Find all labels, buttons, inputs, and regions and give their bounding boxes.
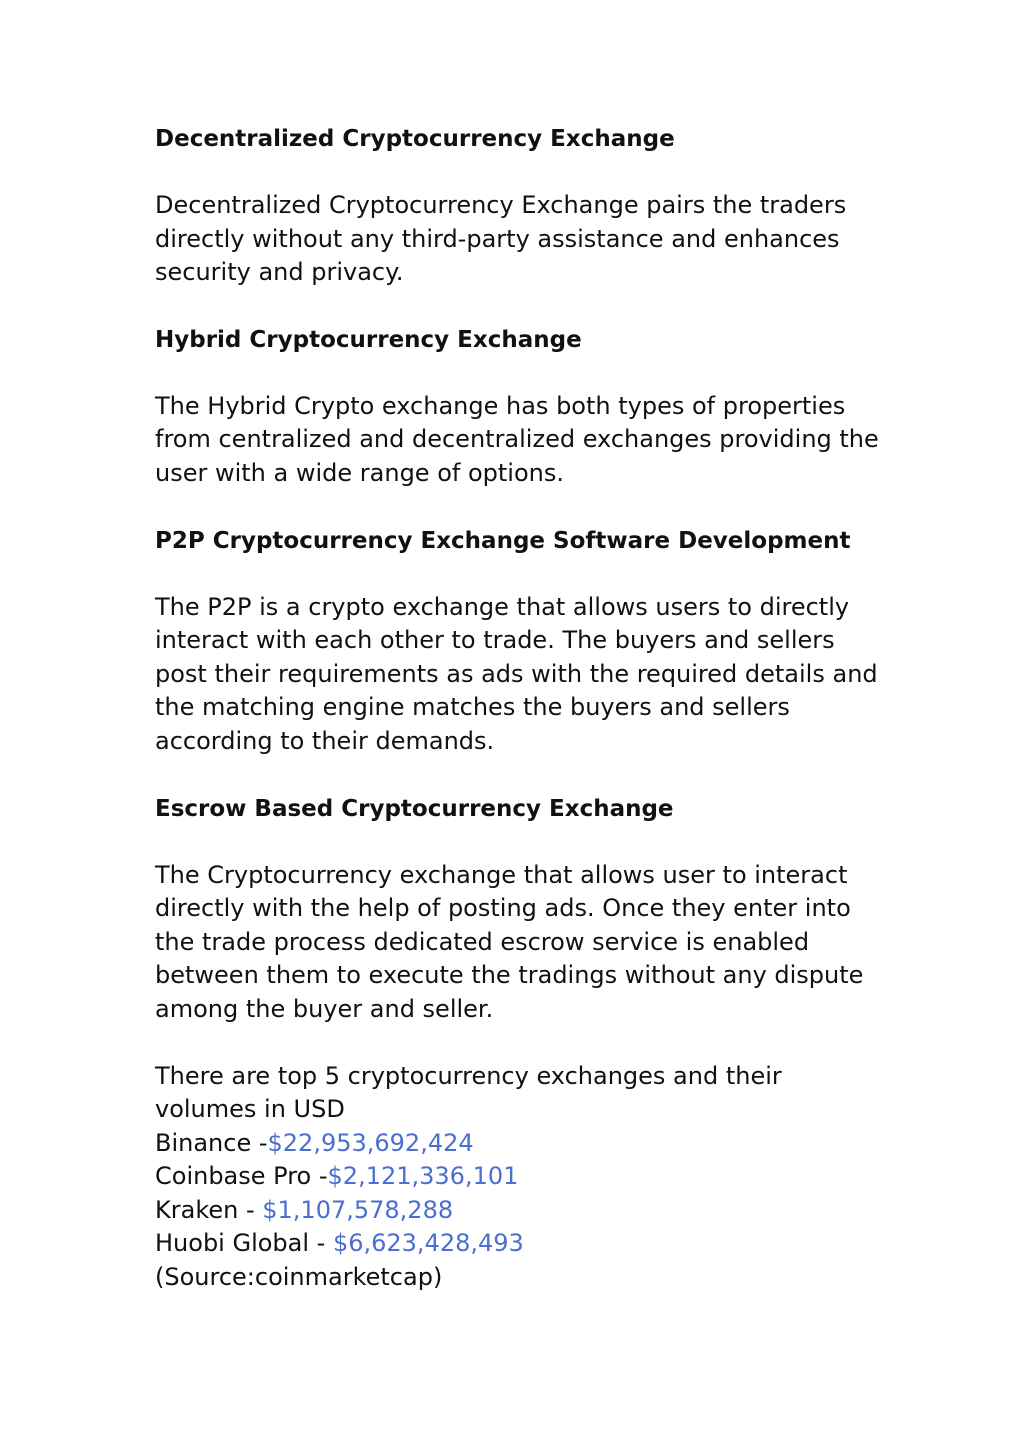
section-decentralized <box>155 122 885 290</box>
exchange-volume: $6,623,428,493 <box>332 1229 524 1258</box>
exchange-volume: $22,953,692,424 <box>267 1128 474 1157</box>
exchange-item-binance <box>155 1127 885 1161</box>
exchange-name: Kraken - <box>155 1195 263 1224</box>
section-heading: Decentralized Cryptocurrency Exchange <box>155 126 675 152</box>
section-escrow <box>155 792 885 1027</box>
exchange-volume-list <box>155 1060 885 1295</box>
section-body: Decentralized Cryptocurrency Exchange pairs the traders directly without any third-party assistance and enhances security and privacy. <box>155 191 847 287</box>
section-heading: Escrow Based Cryptocurrency Exchange <box>155 795 674 822</box>
exchange-name: Binance - <box>155 1128 268 1157</box>
section-body: The Cryptocurrency exchange that allows user to interact directly with the help of posting ads. Once they enter into the trade process dedicated escrow service is enabled between them to execute the tradings without any dispute among the buyer and seller. <box>155 860 864 1023</box>
section-heading: Hybrid Cryptocurrency Exchange <box>155 326 582 353</box>
exchange-volume: $1,107,578,288 <box>262 1195 454 1224</box>
source-note: (Source:coinmarketcap) <box>155 1263 443 1292</box>
exchange-item-kraken <box>155 1194 885 1228</box>
exchange-list-intro: There are top 5 cryptocurrency exchanges and their volumes in USD <box>155 1061 782 1124</box>
section-hybrid <box>155 323 885 491</box>
section-p2p <box>155 524 885 759</box>
exchange-name: Coinbase Pro - <box>155 1162 328 1191</box>
exchange-name: Huobi Global - <box>155 1229 333 1258</box>
exchange-item-coinbase-pro <box>155 1160 885 1194</box>
section-body: The P2P is a crypto exchange that allows users to directly interact with each other to trade. The buyers and sellers post their requirements as ads with the required details and the matching engine matches the buyers and sellers according to their demands. <box>155 592 878 755</box>
document-page <box>155 122 885 1295</box>
section-heading: P2P Cryptocurrency Exchange Software Development <box>155 527 851 554</box>
exchange-item-huobi-global <box>155 1227 885 1261</box>
exchange-volume: $2,121,336,101 <box>327 1162 519 1191</box>
section-body: The Hybrid Crypto exchange has both types of properties from centralized and decentralized exchanges providing the user with a wide range of options. <box>155 391 879 487</box>
